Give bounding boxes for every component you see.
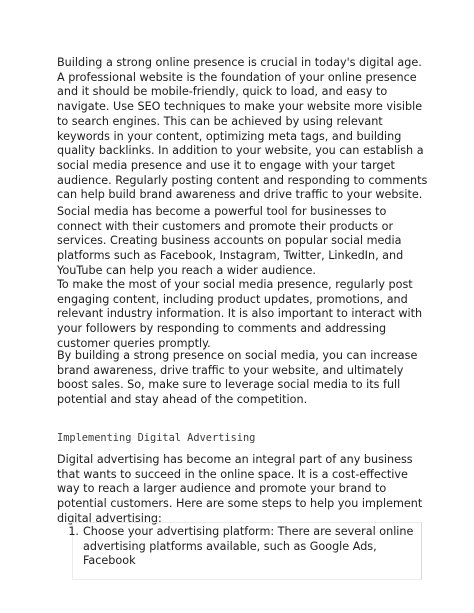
paragraph-digital-advertising: Digital advertising has become an integral part of any business that wants to succeed in the online space. It is a cost-effective way to reach a larger audience and promote your brand to potential customers. Here are some steps to help you implement digital advertising: xyxy=(57,453,423,525)
section-heading: Implementing Digital Advertising xyxy=(57,432,256,444)
paragraph-social-media-engagement: To make the most of your social media presence, regularly post engaging content, including product updates, promotions, and relevant industry information. It is also important to interact with your followers by responding to comments and addressing customer queries promptly. xyxy=(57,278,423,350)
paragraph-social-media-benefits: By building a strong presence on social media, you can increase brand awareness, drive traffic to your website, and ultimately boost sales. So, make sure to leverage social media to its full potential and stay ahead of the competition. xyxy=(57,349,418,407)
list-item xyxy=(57,525,423,569)
steps-list xyxy=(57,525,423,569)
paragraph-online-presence: Building a strong online presence is crucial in today's digital age. A professional website is the foundation of your online presence and it should be mobile-friendly, quick to load, and easy to navigate. Use SEO techniques to make your website more visible to search engines. This can be achieved by using relevant keywords in your content, optimizing meta tags, and building quality backlinks. In addition to your website, you can establish a social media presence and use it to engage with your target audience. Regularly posting content and responding to comments can help build brand awareness and drive traffic to your website. xyxy=(57,56,428,202)
list-item-text: Choose your advertising platform: There are several online advertising platforms available, such as Google Ads, Facebook xyxy=(83,525,414,568)
paragraph-social-media-tool: Social media has become a powerful tool for businesses to connect with their customers and promote their products or services. Creating business accounts on popular social media platforms such as Facebook, Instagram, Twitter, LinkedIn, and YouTube can help you reach a wider audience. xyxy=(57,205,404,277)
list-item-number: 1. xyxy=(68,525,79,538)
